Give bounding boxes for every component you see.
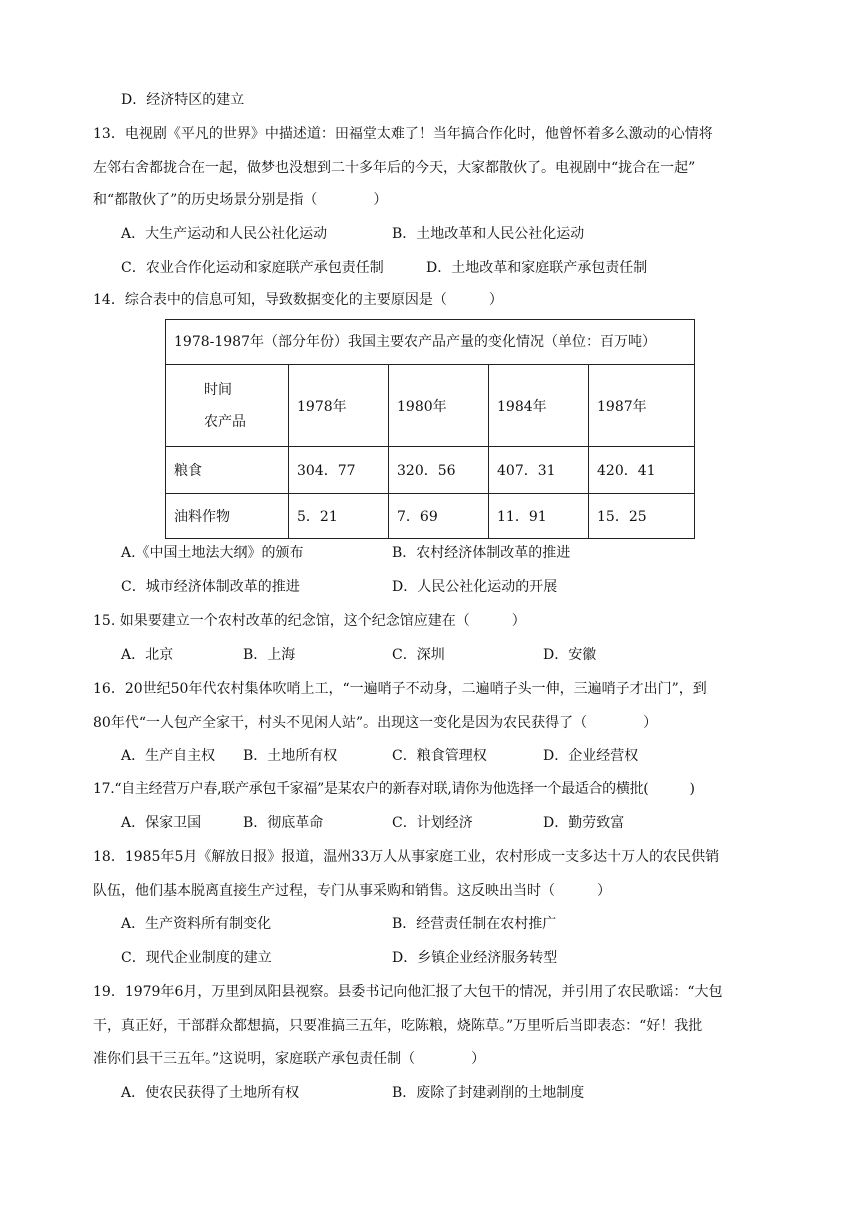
q18-stem-line-1: 18．1985年5月《解放日报》报道，温州33万人从事家庭工业，农村形成一支多达十万人的农民供销 <box>93 849 720 865</box>
q13-option-b: B．土地改革和人民公社化运动 <box>392 226 585 242</box>
table-year-header: 1984年 <box>489 365 589 447</box>
q16-option-a: A．生产自主权 <box>121 748 216 764</box>
table-year-header: 1978年 <box>289 365 389 447</box>
q18-option-d: D．乡镇企业经济服务转型 <box>392 950 558 966</box>
table-cell: 7．69 <box>389 494 489 539</box>
q13-stem-line-2: 左邻右舍都拢合在一起，做梦也没想到二十多年后的今天，大家都散伙了。电视剧中“拢合在一起” <box>93 160 696 176</box>
q18-option-b: B．经营责任制在农村推广 <box>392 916 557 932</box>
table-cell: 320．56 <box>389 447 489 494</box>
table-row-label: 粮食 <box>166 447 289 494</box>
production-table <box>165 319 695 539</box>
table-year-header: 1980年 <box>389 365 489 447</box>
table-year-header: 1987年 <box>589 365 695 447</box>
q12-option-d: D．经济特区的建立 <box>121 92 245 108</box>
q14-option-c: C．城市经济体制改革的推进 <box>121 579 300 595</box>
q13-option-c: C．农业合作化运动和家庭联产承包责任制 <box>121 260 384 276</box>
q14-option-a: A.《中国土地法大纲》的颁布 <box>121 545 304 561</box>
q19-stem-line-3: 准你们县干三五年。”这说明，家庭联产承包责任制（ ） <box>93 1051 486 1067</box>
q14-option-d: D．人民公社化运动的开展 <box>392 579 558 595</box>
q17-option-a: A．保家卫国 <box>121 815 202 831</box>
q19-option-a: A．使农民获得了土地所有权 <box>121 1085 300 1101</box>
table-cell: 304．77 <box>289 447 389 494</box>
q19-stem-line-1: 19．1979年6月，万里到凤阳县视察。县委书记向他汇报了大包干的情况，并引用了农民歌谣：“大包 <box>93 984 723 1000</box>
table-corner-cell <box>166 365 289 447</box>
q17-stem: 17.“自主经营万户春,联产承包千家福”是某农户的新春对联,请你为他选择一个最适合的横批( ) <box>93 781 695 797</box>
q15-stem: 15. 如果要建立一个农村改革的纪念馆，这个纪念馆应建在（ ） <box>93 613 526 629</box>
q15-option-b: B．上海 <box>243 647 296 663</box>
q16-option-d: D．企业经营权 <box>543 748 639 764</box>
table-cell: 15．25 <box>589 494 695 539</box>
table-row <box>166 447 695 494</box>
table-cell: 5．21 <box>289 494 389 539</box>
q19-option-b: B．废除了封建剥削的土地制度 <box>392 1085 585 1101</box>
q18-option-a: A．生产资料所有制变化 <box>121 916 272 932</box>
q16-option-c: C．粮食管理权 <box>392 748 487 764</box>
table-row <box>166 494 695 539</box>
q16-option-b: B．土地所有权 <box>243 748 338 764</box>
q19-stem-line-2: 干，真正好，干部群众都想搞，只要准搞三五年，吃陈粮，烧陈草。”万里听后当即表态：“好！我批 <box>93 1018 703 1034</box>
q13-stem-line-3: 和“都散伙了”的历史场景分别是指（ ） <box>93 192 388 208</box>
q18-option-c: C．现代企业制度的建立 <box>121 950 272 966</box>
q15-option-c: C．深圳 <box>392 647 445 663</box>
table-title: 1978-1987年（部分年份）我国主要农产品产量的变化情况（单位：百万吨） <box>166 320 695 365</box>
q17-option-d: D．勤劳致富 <box>543 815 625 831</box>
q13-option-d: D．土地改革和家庭联产承包责任制 <box>426 260 648 276</box>
table-corner-product: 农产品 <box>204 413 246 430</box>
q16-stem-line-1: 16．20世纪50年代农村集体吹哨上工，“一遍哨子不动身，二遍哨子头一伸，三遍哨子才出门”，到 <box>93 681 707 697</box>
table-row-label: 油料作物 <box>166 494 289 539</box>
q18-stem-line-2: 队伍，他们基本脱离直接生产过程，专门从事采购和销售。这反映出当时（ ） <box>93 883 611 899</box>
q16-stem-line-2: 80年代“一人包产全家干，村头不见闲人站”。出现这一变化是因为农民获得了（ ） <box>93 715 658 731</box>
q17-option-b: B．彻底革命 <box>243 815 324 831</box>
q15-option-a: A．北京 <box>121 647 174 663</box>
table-header-row <box>166 365 695 447</box>
table-cell: 407．31 <box>489 447 589 494</box>
q17-option-c: C．计划经济 <box>392 815 473 831</box>
q15-option-d: D．安徽 <box>543 647 597 663</box>
q14-option-b: B．农村经济体制改革的推进 <box>392 545 571 561</box>
q13-option-a: A．大生产运动和人民公社化运动 <box>121 226 328 242</box>
table-corner-time: 时间 <box>204 381 232 398</box>
table-cell: 420．41 <box>589 447 695 494</box>
q13-stem-line-1: 13．电视剧《平凡的世界》中描述道：田福堂太难了！当年搞合作化时，他曾怀着多么激动的心情将 <box>93 126 713 142</box>
q14-stem: 14．综合表中的信息可知，导致数据变化的主要原因是（ ） <box>93 292 503 308</box>
table-cell: 11．91 <box>489 494 589 539</box>
